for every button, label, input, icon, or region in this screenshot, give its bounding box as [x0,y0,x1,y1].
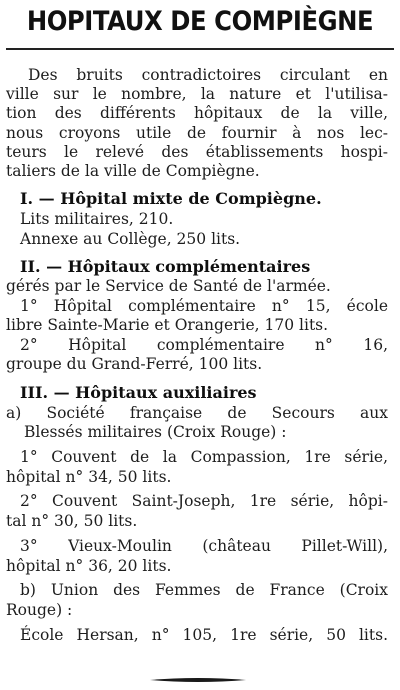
intro-line: Des bruits contradictoires circulant en [28,66,388,84]
section-3-line: École Hersan, n° 105, 1re série, 50 lits. [20,626,388,644]
section-3-line: Blessés militaires (Croix Rouge) : [24,423,287,441]
section-3-line: Rouge) : [6,601,73,619]
intro-line: teurs le relevé des établissements hospi- [6,143,388,161]
section-3-line: a) Société française de Secours aux [6,404,388,422]
section-2-line: 2° Hôpital complémentaire n° 16, [20,336,388,354]
section-1-line: Lits militaires, 210. [20,210,174,228]
section-3-line: hôpital n° 34, 50 lits. [6,468,172,486]
intro-line: tion des différents hôpitaux de la ville, [6,104,388,122]
section-2-line: libre Sainte-Marie et Orangerie, 170 lits. [6,316,329,334]
section-3-line: b) Union des Femmes de France (Croix [20,581,388,599]
section-3-heading: III. — Hôpitaux auxiliaires [20,383,257,402]
section-3-line: hôpital n° 36, 20 lits. [6,557,172,575]
headline-rule [6,48,394,50]
headline: HOPITAUX DE COMPIÈGNE [26,6,374,37]
section-1-heading: I. — Hôpital mixte de Compiègne. [20,189,322,208]
section-2-line: groupe du Grand-Ferré, 100 lits. [6,355,263,373]
intro-line: taliers de la ville de Compiègne. [6,162,260,180]
section-2-line: 1° Hôpital complémentaire n° 15, école [20,297,388,315]
section-3-line: tal n° 30, 50 lits. [6,512,138,530]
section-3-line: 2° Couvent Saint-Joseph, 1re série, hôpi- [20,492,388,510]
section-3-line: 3° Vieux-Moulin (château Pillet-Will), [20,537,388,555]
section-2-heading: II. — Hôpitaux complémentaires [20,257,311,276]
ornament-dash-icon [148,675,248,685]
section-1-line: Annexe au Collège, 250 lits. [20,230,241,248]
intro-line: nous croyons utile de fournir à nos lec- [6,124,388,142]
section-3-line: 1° Couvent de la Compassion, 1re série, [20,448,388,466]
intro-line: ville sur le nombre, la nature et l'utilisa- [6,85,388,103]
section-2-line: gérés par le Service de Santé de l'armée. [6,277,331,295]
